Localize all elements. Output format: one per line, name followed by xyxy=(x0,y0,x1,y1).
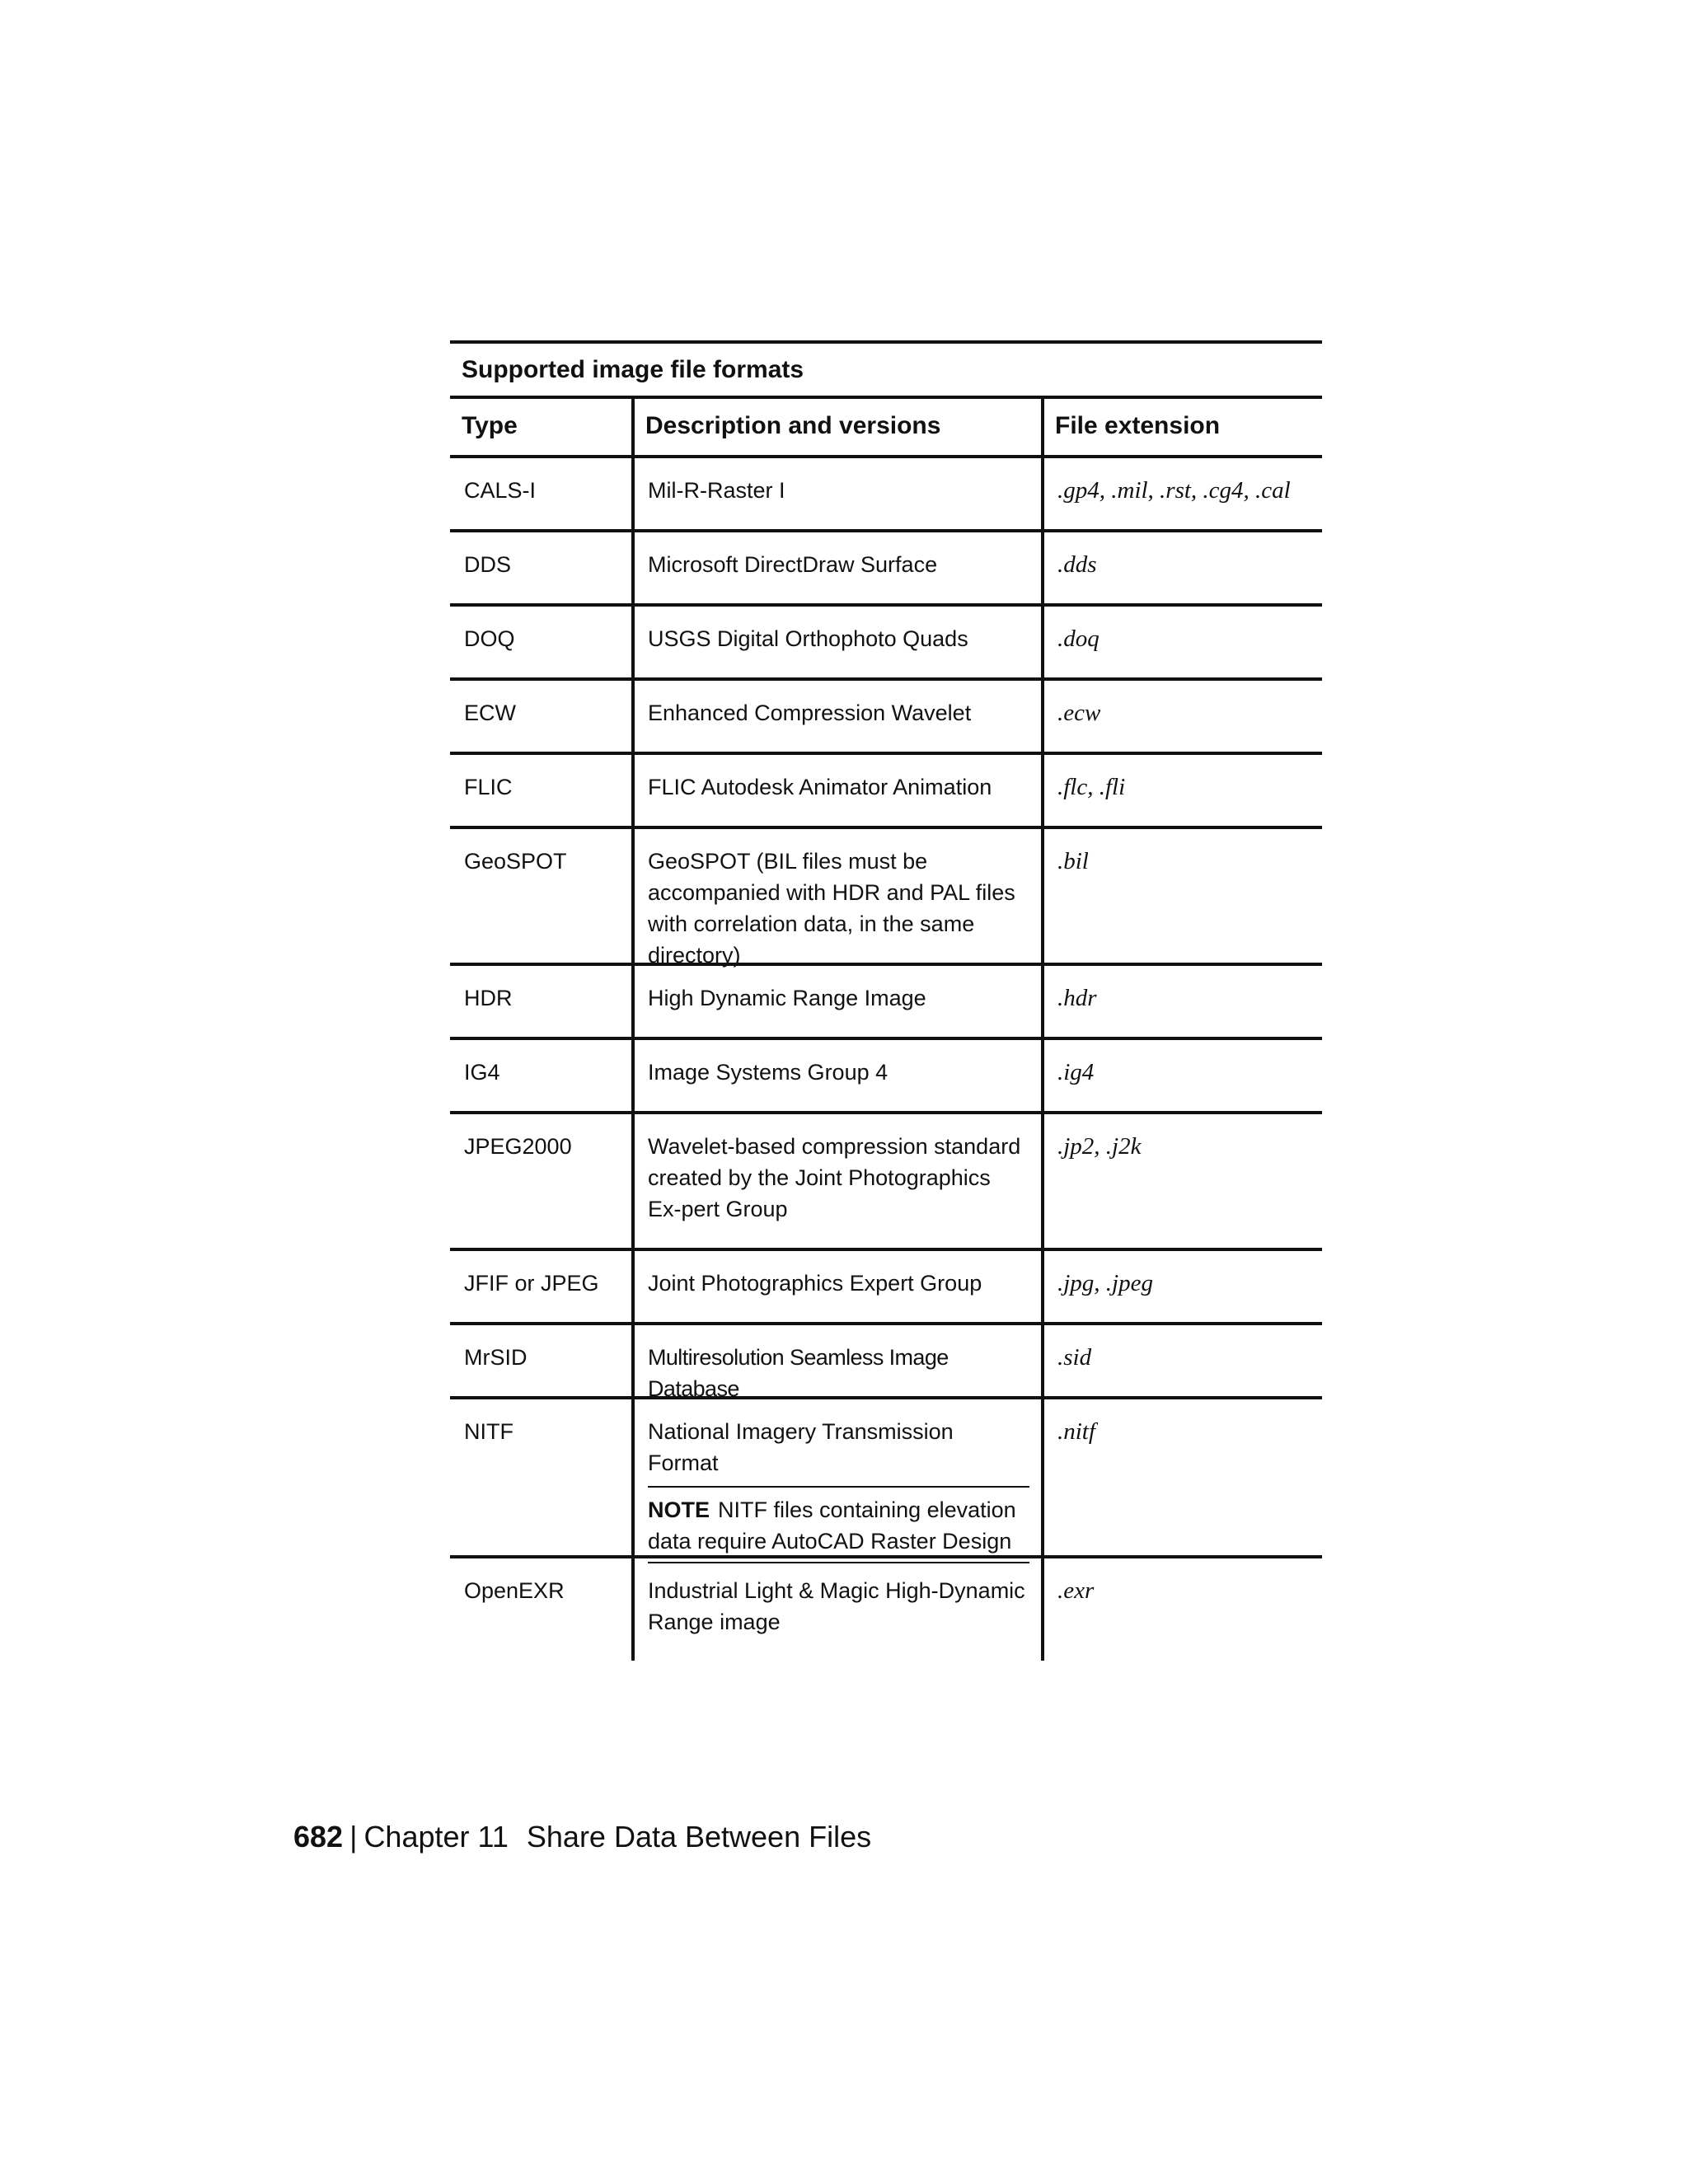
extension-cell: .dds xyxy=(1041,532,1322,603)
extension-cell: .sid xyxy=(1041,1325,1322,1396)
extension-cell: .jp2, .j2k xyxy=(1041,1114,1322,1248)
chapter-title: Share Data Between Files xyxy=(526,1820,872,1854)
description-cell: High Dynamic Range Image xyxy=(631,966,1041,1037)
extension-cell: .jpg, .jpeg xyxy=(1041,1251,1322,1322)
type-cell: CALS-I xyxy=(464,478,537,503)
type-cell: ECW xyxy=(464,701,516,725)
image-formats-table xyxy=(450,340,1322,1661)
description-cell: Image Systems Group 4 xyxy=(631,1040,1041,1111)
table-row xyxy=(450,1111,1322,1248)
description-cell: Microsoft DirectDraw Surface xyxy=(631,532,1041,603)
type-cell: NITF xyxy=(464,1419,513,1444)
description-cell: GeoSPOT (BIL files must be accompanied with HDR and PAL files with correlation data, in the same directory) xyxy=(631,829,1041,963)
extension-cell: .ecw xyxy=(1041,681,1322,752)
description-cell: FLIC Autodesk Animator Animation xyxy=(631,755,1041,826)
extension-cell: .flc, .fli xyxy=(1041,755,1322,826)
table-caption: Supported image file formats xyxy=(450,340,1322,396)
type-cell: FLIC xyxy=(464,775,513,799)
description-cell: Joint Photographics Expert Group xyxy=(631,1251,1041,1322)
description-cell: Mil-R-Raster I xyxy=(631,458,1041,529)
page-footer xyxy=(293,1820,871,1854)
table-row xyxy=(450,826,1322,968)
table-row xyxy=(450,1322,1322,1401)
table-row xyxy=(450,1396,1322,1555)
table-row xyxy=(450,1037,1322,1111)
description-cell: USGS Digital Orthophoto Quads xyxy=(631,607,1041,677)
type-cell: HDR xyxy=(464,986,513,1010)
extension-cell: .exr xyxy=(1041,1558,1322,1661)
type-cell: DOQ xyxy=(464,626,515,651)
table-row xyxy=(450,752,1322,826)
extension-cell: .doq xyxy=(1041,607,1322,677)
description-text: National Imagery Transmission Format xyxy=(648,1419,954,1475)
extension-cell: .bil xyxy=(1041,829,1322,963)
note-label: NOTE xyxy=(648,1497,710,1522)
chapter-label: Chapter 11 xyxy=(363,1820,509,1854)
type-cell: MrSID xyxy=(464,1345,528,1370)
type-cell: OpenEXR xyxy=(464,1578,565,1603)
description-cell xyxy=(631,1399,1041,1555)
type-cell: JFIF or JPEG xyxy=(464,1271,599,1296)
table-row xyxy=(450,677,1322,752)
description-cell: Enhanced Compression Wavelet xyxy=(631,681,1041,752)
table-header-row xyxy=(450,396,1322,455)
extension-cell: .hdr xyxy=(1041,966,1322,1037)
footer-separator: | xyxy=(349,1820,358,1854)
description-cell: Wavelet-based compression standard created by the Joint Photographics Ex-pert Group xyxy=(631,1114,1041,1248)
extension-cell: .nitf xyxy=(1041,1399,1322,1555)
type-cell: DDS xyxy=(464,552,512,577)
header-description: Description and versions xyxy=(631,399,1041,455)
table-row xyxy=(450,963,1322,1037)
table-row xyxy=(450,603,1322,677)
type-cell: JPEG2000 xyxy=(464,1134,572,1159)
extension-cell: .ig4 xyxy=(1041,1040,1322,1111)
table-grid xyxy=(450,396,1322,1661)
description-cell: Multiresolution Seamless Image Database xyxy=(631,1325,1041,1396)
type-cell: GeoSPOT xyxy=(464,849,567,874)
table-row xyxy=(450,455,1322,529)
table-row xyxy=(450,1248,1322,1322)
table-row xyxy=(450,529,1322,603)
type-cell: IG4 xyxy=(464,1060,500,1085)
description-cell: Industrial Light & Magic High-Dynamic Range image xyxy=(631,1558,1041,1661)
page-number: 682 xyxy=(293,1820,344,1854)
extension-cell: .gp4, .mil, .rst, .cg4, .cal xyxy=(1041,458,1322,529)
note-text: NITF files containing elevation data require AutoCAD Raster Design xyxy=(648,1497,1016,1554)
note-box xyxy=(648,1486,1029,1563)
header-type: Type xyxy=(462,412,518,439)
table-row xyxy=(450,1555,1322,1661)
header-extension: File extension xyxy=(1041,399,1322,455)
